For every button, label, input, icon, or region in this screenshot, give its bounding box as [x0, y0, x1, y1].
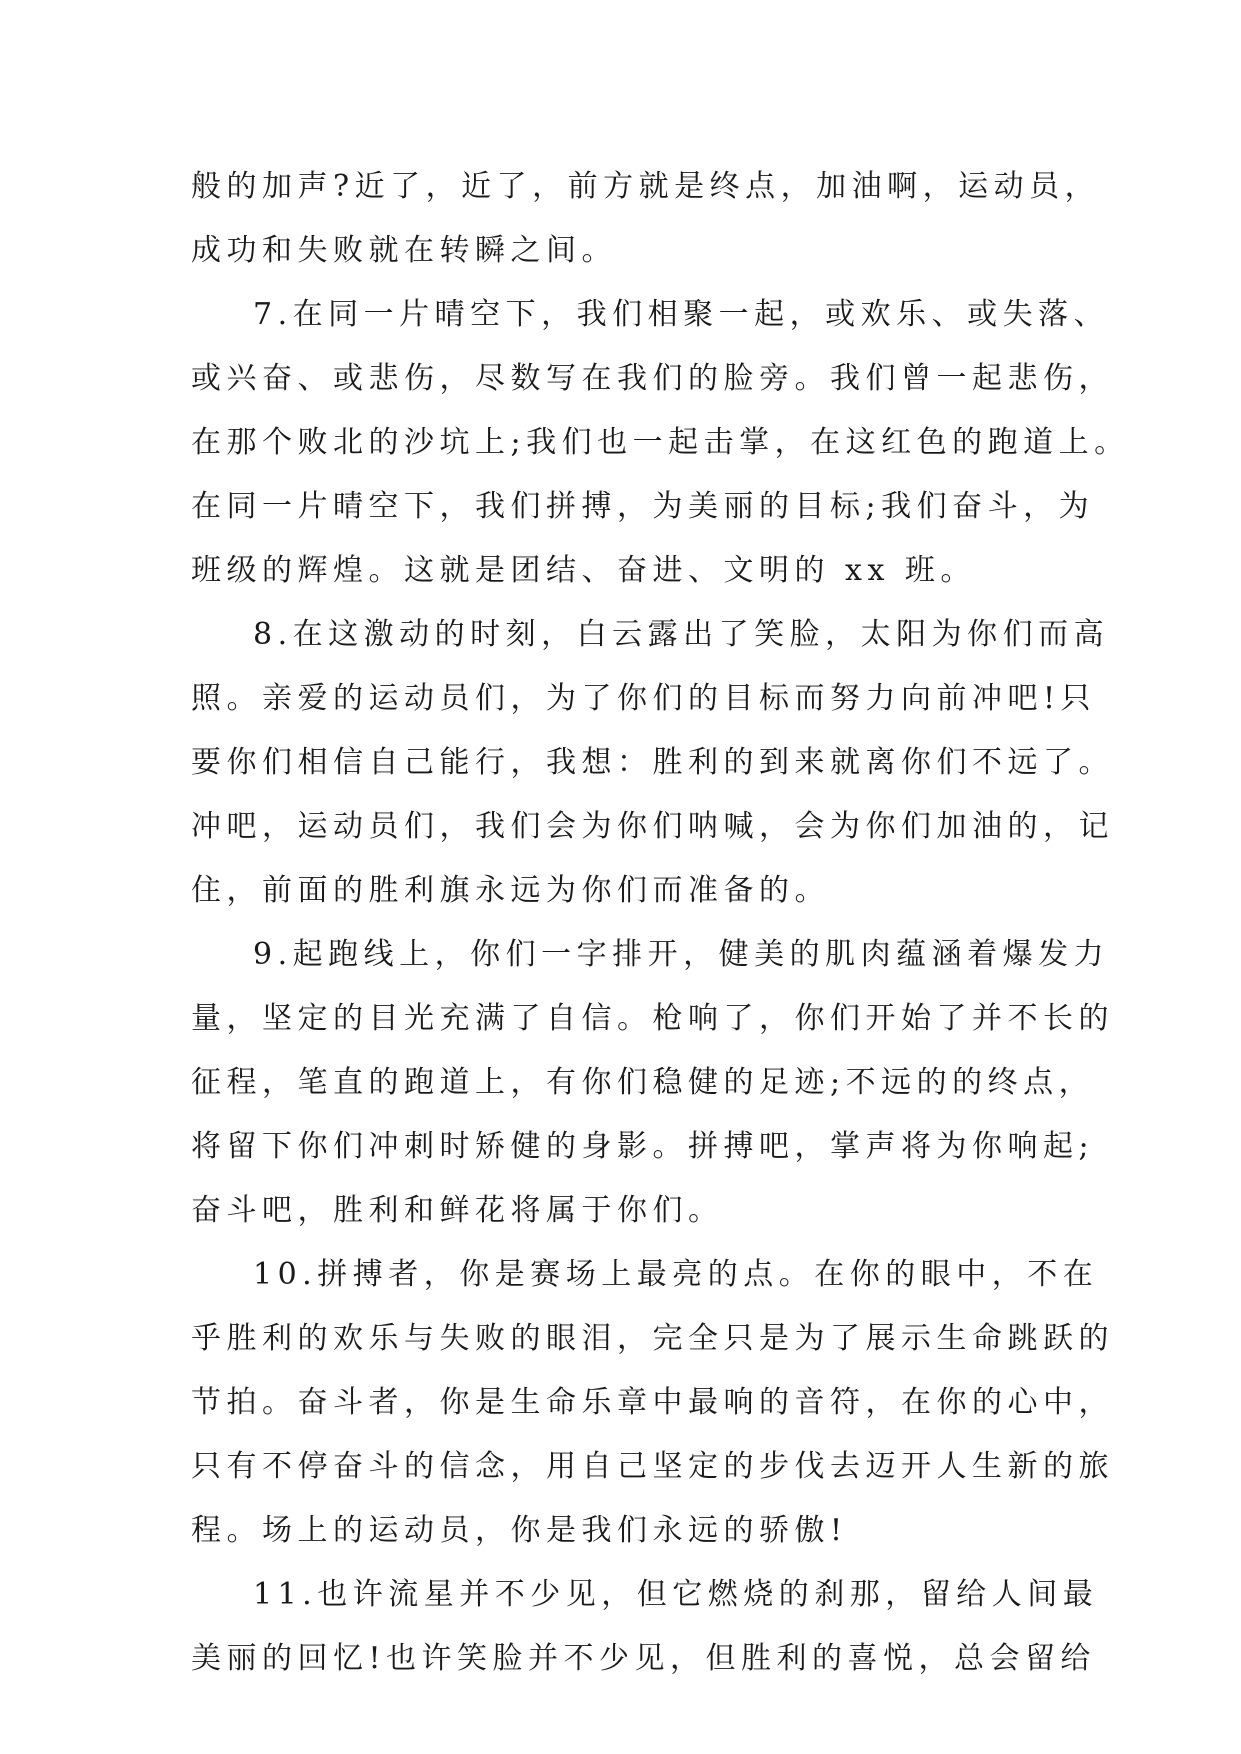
text-line: 将留下你们冲刺时矫健的身影。拼搏吧，掌声将为你响起;: [191, 1129, 1095, 1164]
text-line: 或兴奋、或悲伤，尽数写在我们的脸旁。我们曾一起悲伤，: [191, 361, 1114, 396]
paragraph-start-8: 8.在这激动的时刻，白云露出了笑脸，太阳为你们而高: [253, 617, 1110, 652]
text-line: 般的加声?近了，近了，前方就是终点，加油啊，运动员，: [191, 169, 1101, 204]
text-line: 美丽的回忆!也许笑脸并不少见，但胜利的喜悦，总会留给: [191, 1641, 1097, 1676]
text-line: 要你们相信自己能行，我想：胜利的到来就离你们不远了。: [191, 745, 1114, 780]
paragraph-start-9: 9.起跑线上，你们一字排开，健美的肌肉蕴涵着爆发力: [253, 937, 1110, 972]
paragraph-start-10: 10.拼搏者，你是赛场上最亮的点。在你的眼中，不在: [253, 1257, 1099, 1292]
text-line: 节拍。奋斗者，你是生命乐章中最响的音符，在你的心中，: [191, 1385, 1114, 1420]
text-line: 冲吧，运动员们，我们会为你们呐喊，会为你们加油的，记: [191, 809, 1114, 844]
text-line: 只有不停奋斗的信念，用自己坚定的步伐去迈开人生新的旅: [191, 1449, 1114, 1484]
text-line: 量，坚定的目光充满了自信。枪响了，你们开始了并不长的: [191, 1001, 1114, 1036]
text-line: 乎胜利的欢乐与失败的眼泪，完全只是为了展示生命跳跃的: [191, 1321, 1114, 1356]
document-body: [191, 155, 1130, 1691]
text-line: 在那个败北的沙坑上;我们也一起击掌，在这红色的跑道上。: [191, 425, 1130, 460]
paragraph-start-11: 11.也许流星并不少见，但它燃烧的刹那，留给人间最: [253, 1577, 1099, 1612]
text-line: 征程，笔直的跑道上，有你们稳健的足迹;不远的的终点，: [191, 1065, 1095, 1100]
text-line: 照。亲爱的运动员们，为了你们的目标而努力向前冲吧!只: [191, 681, 1097, 716]
text-line: 住，前面的胜利旗永远为你们而准备的。: [191, 873, 830, 908]
text-line: 程。场上的运动员，你是我们永远的骄傲!: [191, 1513, 848, 1548]
text-line: 奋斗吧，胜利和鲜花将属于你们。: [191, 1193, 724, 1228]
text-line: 成功和失败就在转瞬之间。: [191, 233, 617, 268]
text-line: 班级的辉煌。这就是团结、奋进、文明的 xx 班。: [191, 553, 976, 588]
paragraph-start-7: 7.在同一片晴空下，我们相聚一起，或欢乐、或失落、: [253, 297, 1110, 332]
text-line: 在同一片晴空下，我们拼搏，为美丽的目标;我们奋斗，为: [191, 489, 1095, 524]
